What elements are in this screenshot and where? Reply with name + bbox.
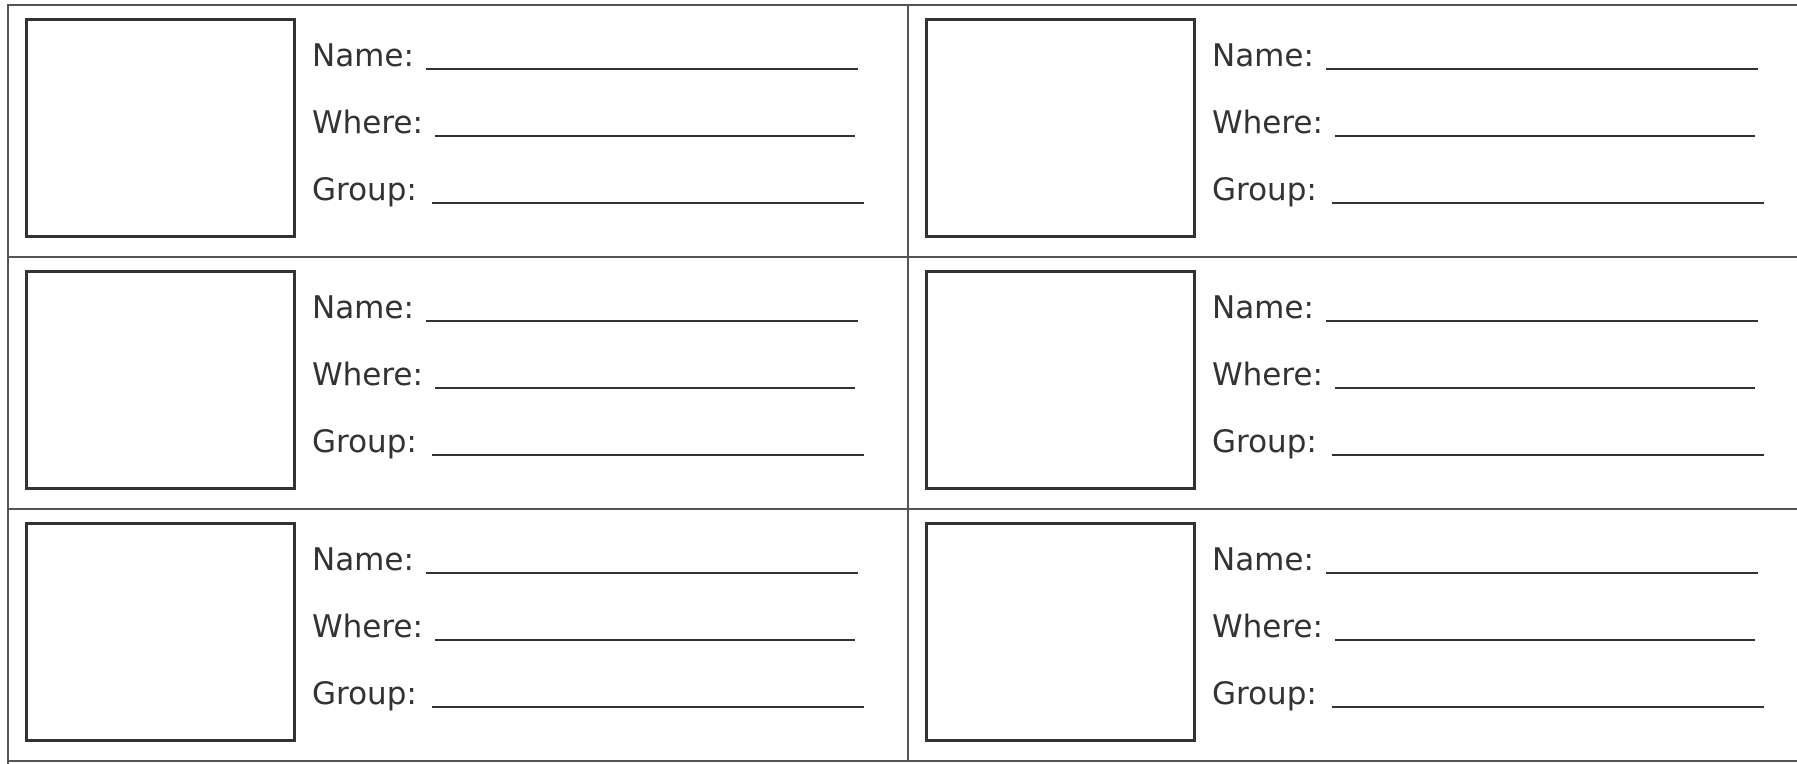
group-line[interactable] (1332, 454, 1764, 456)
photo-box (25, 270, 296, 490)
where-label: Where: (312, 105, 423, 141)
where-line[interactable] (435, 387, 855, 389)
id-card-6 (909, 510, 1797, 762)
name-label: Name: (1212, 542, 1314, 578)
name-line[interactable] (1326, 572, 1758, 574)
group-label: Group: (1212, 676, 1317, 712)
name-label: Name: (1212, 38, 1314, 74)
group-label: Group: (312, 676, 417, 712)
group-label: Group: (312, 172, 417, 208)
name-label: Name: (1212, 290, 1314, 326)
where-label: Where: (1212, 105, 1323, 141)
name-label: Name: (312, 290, 414, 326)
name-line[interactable] (426, 68, 858, 70)
card-grid (7, 4, 1797, 764)
photo-box (25, 18, 296, 238)
where-line[interactable] (1335, 135, 1755, 137)
name-label: Name: (312, 38, 414, 74)
where-label: Where: (1212, 609, 1323, 645)
where-label: Where: (312, 357, 423, 393)
id-card-5 (9, 510, 909, 762)
id-card-1 (9, 6, 909, 258)
group-line[interactable] (432, 202, 864, 204)
where-label: Where: (312, 609, 423, 645)
group-line[interactable] (432, 706, 864, 708)
name-line[interactable] (1326, 68, 1758, 70)
photo-box (925, 18, 1196, 238)
group-label: Group: (312, 424, 417, 460)
where-line[interactable] (1335, 639, 1755, 641)
where-line[interactable] (435, 135, 855, 137)
photo-box (925, 270, 1196, 490)
group-line[interactable] (1332, 202, 1764, 204)
where-line[interactable] (1335, 387, 1755, 389)
where-line[interactable] (435, 639, 855, 641)
group-label: Group: (1212, 172, 1317, 208)
group-line[interactable] (1332, 706, 1764, 708)
id-card-3 (9, 258, 909, 510)
id-card-4 (909, 258, 1797, 510)
group-label: Group: (1212, 424, 1317, 460)
name-line[interactable] (426, 320, 858, 322)
name-line[interactable] (1326, 320, 1758, 322)
id-card-2 (909, 6, 1797, 258)
name-label: Name: (312, 542, 414, 578)
name-line[interactable] (426, 572, 858, 574)
photo-box (25, 522, 296, 742)
group-line[interactable] (432, 454, 864, 456)
where-label: Where: (1212, 357, 1323, 393)
photo-box (925, 522, 1196, 742)
